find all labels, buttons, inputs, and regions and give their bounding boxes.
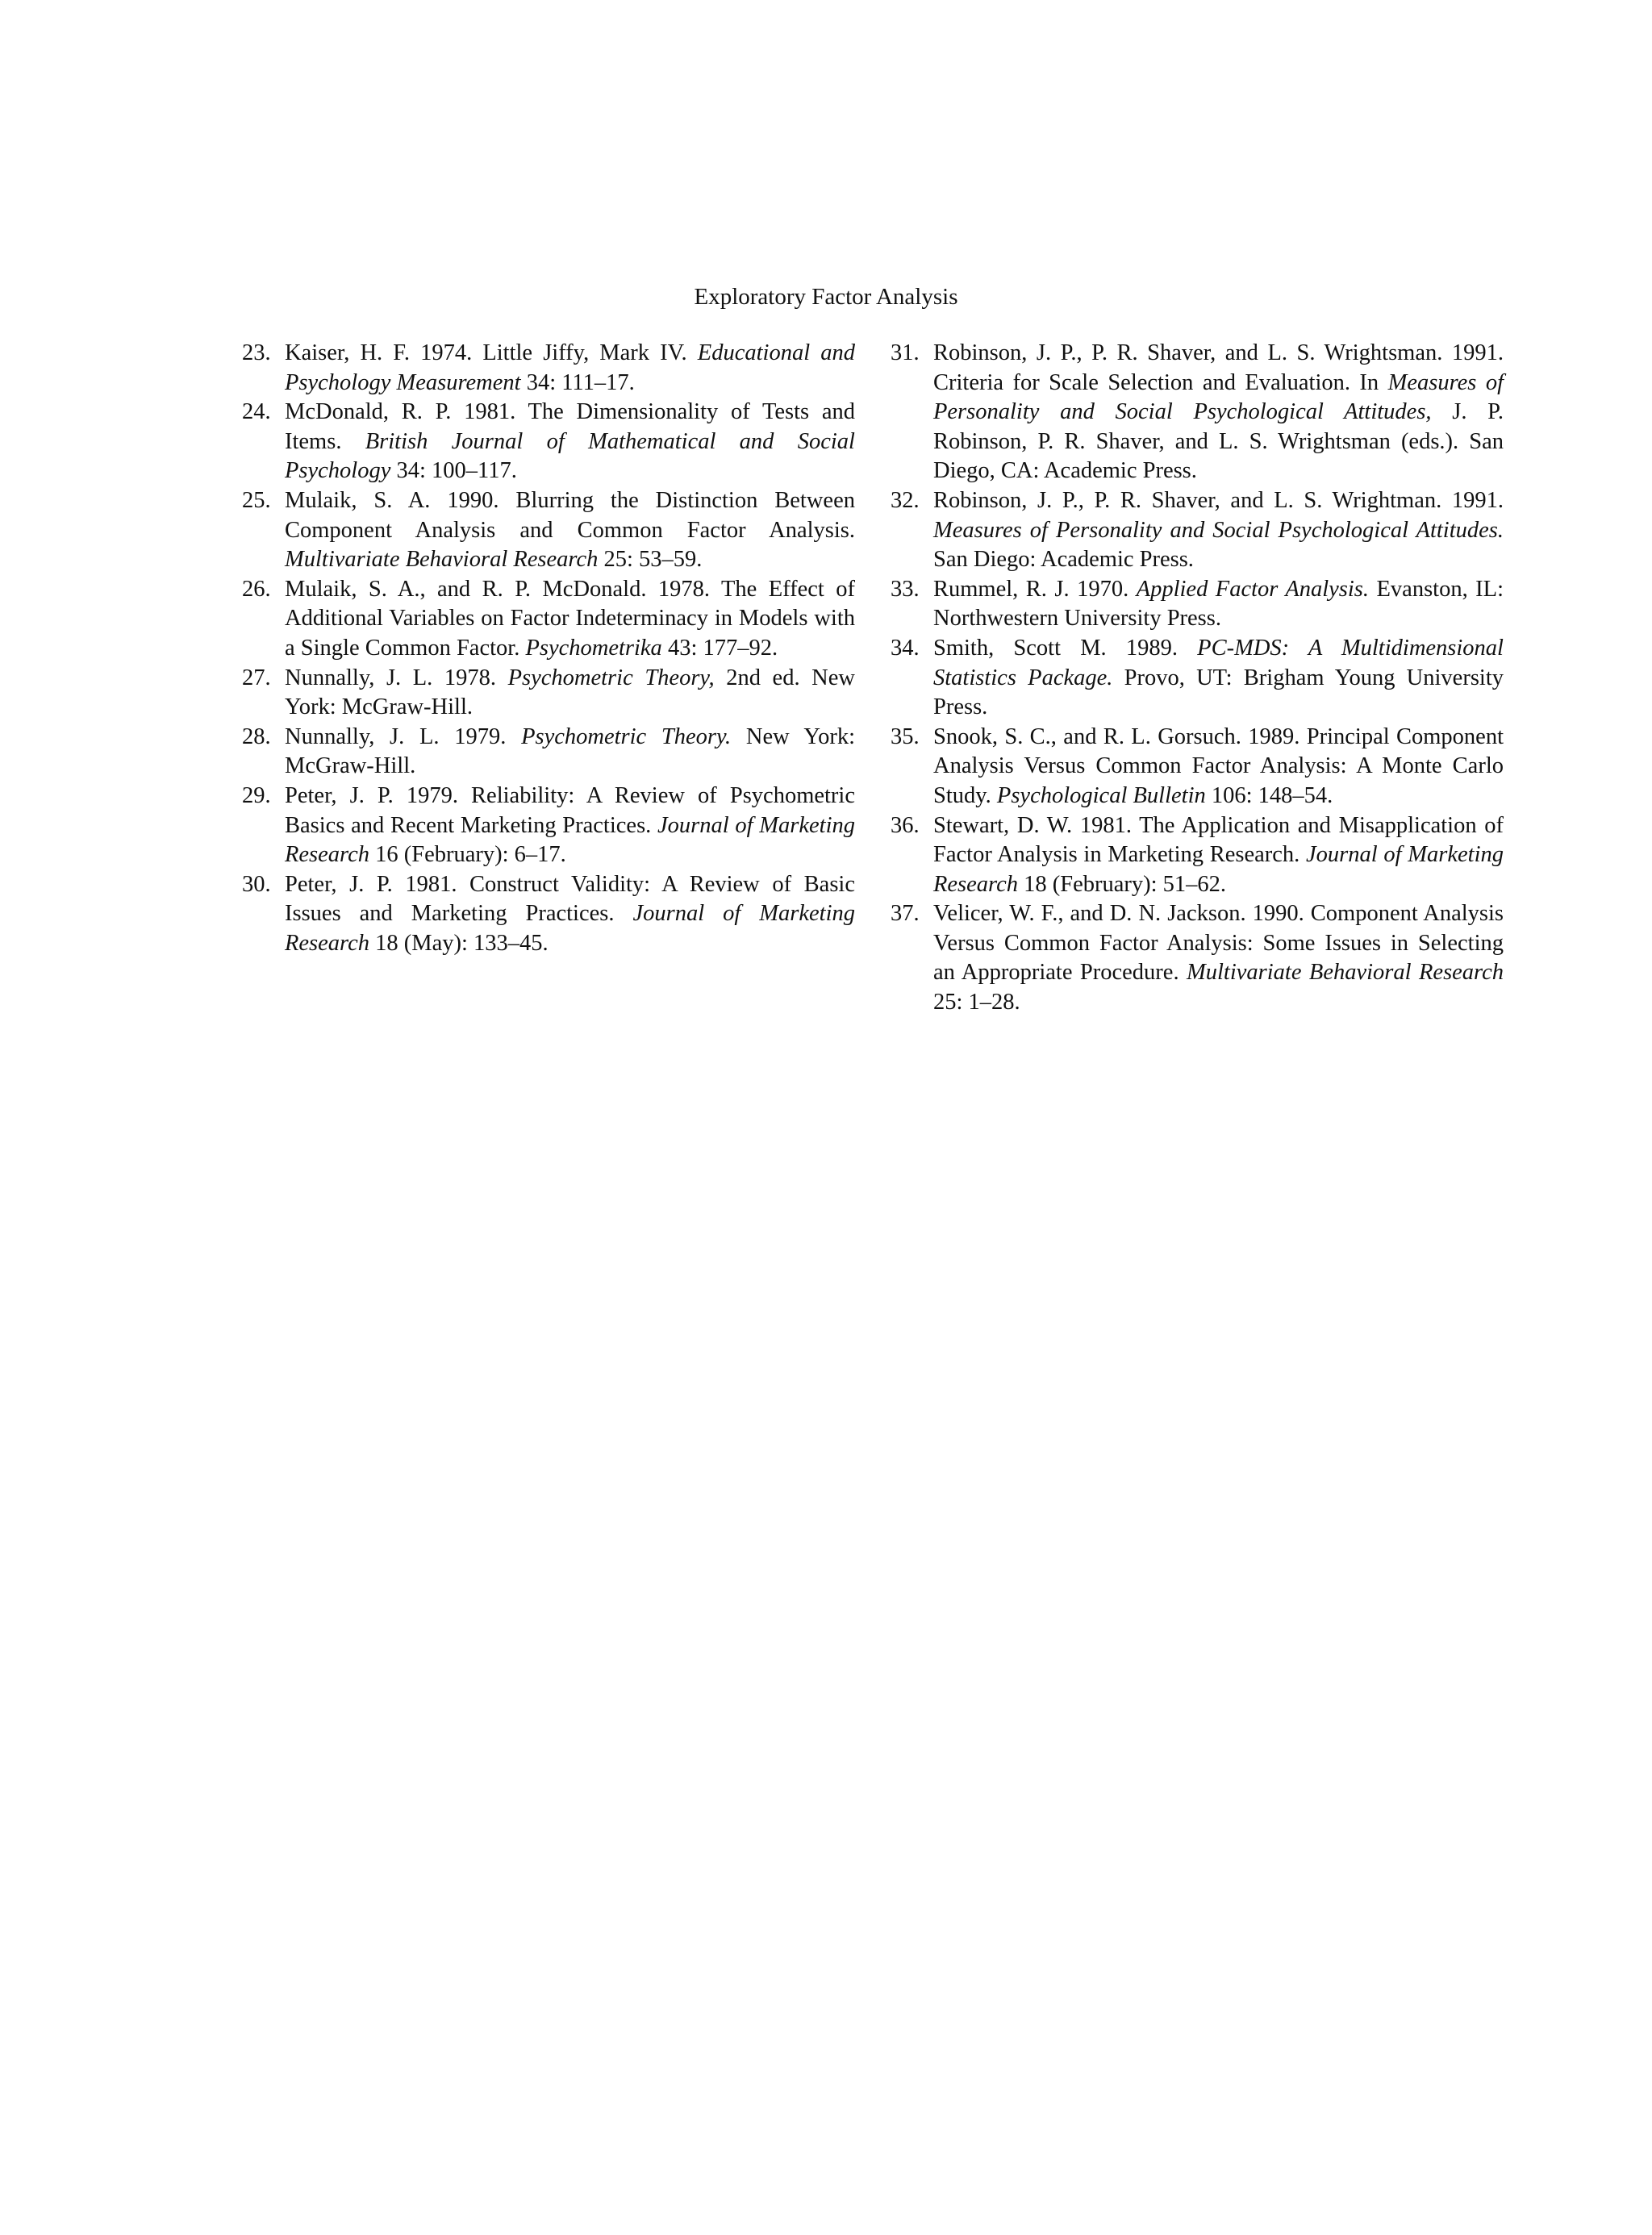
reference-entry (242, 339, 855, 398)
reference-text-segment: Evanston, IL: Northwestern University Press. (933, 576, 1504, 632)
reference-text-segment: Peter, J. P. 1979. Reliability: A Review of Psychometric Basics and Recent Marketing Practices. (285, 782, 855, 838)
reference-text (933, 575, 1504, 634)
reference-number: 29. (242, 782, 271, 808)
reference-column-right (891, 339, 1504, 1018)
reference-text-segment: 34: 111–17. (520, 369, 635, 395)
reference-text (285, 339, 855, 398)
reference-entry (891, 575, 1504, 634)
reference-text (933, 339, 1504, 486)
reference-text-segment: 18 (February): 51–62. (1017, 871, 1227, 897)
reference-text-segment: Nunnally, J. L. 1979. (285, 723, 522, 749)
reference-title-italic: Journal of Marketing Research (285, 812, 855, 868)
reference-text (285, 398, 855, 486)
reference-number: 31. (891, 340, 920, 365)
reference-text (933, 811, 1504, 900)
reference-entry (891, 486, 1504, 575)
reference-number: 25. (242, 487, 271, 513)
reference-title-italic: Psychometric Theory. (521, 723, 732, 749)
reference-text-segment: Robinson, J. P., P. R. Shaver, and L. S. Wrightman. 1991. (933, 487, 1504, 513)
reference-text (285, 870, 855, 959)
reference-text (285, 782, 855, 870)
reference-title-italic: Educational and Psychology Measurement (285, 340, 855, 395)
reference-text (933, 723, 1504, 811)
reference-number: 35. (891, 723, 920, 749)
reference-text (285, 664, 855, 723)
reference-title-italic: British Journal of Mathematical and Social Psychology (285, 428, 855, 484)
reference-title-italic: Multivariate Behavioral Research (285, 547, 599, 573)
reference-text (285, 486, 855, 575)
reference-entry (891, 723, 1504, 811)
reference-entry (891, 634, 1504, 723)
reference-entry (242, 723, 855, 782)
reference-text-segment: 25: 53–59. (598, 547, 703, 573)
reference-entry (891, 899, 1504, 1017)
reference-number: 24. (242, 399, 271, 425)
reference-text-segment: Rummel, R. J. 1970. (933, 576, 1137, 602)
reference-text (285, 575, 855, 664)
reference-title-italic: Multivariate Behavioral Research (1187, 960, 1504, 986)
reference-entry (242, 486, 855, 575)
reference-text-segment: San Diego: Academic Press. (933, 547, 1194, 573)
reference-entry (242, 575, 855, 664)
reference-number: 26. (242, 576, 271, 602)
reference-number: 37. (891, 901, 920, 927)
reference-title-italic: Applied Factor Analysis. (1136, 576, 1370, 602)
reference-text-segment: Kaiser, H. F. 1974. Little Jiffy, Mark IV. (285, 340, 698, 365)
reference-entry (242, 664, 855, 723)
reference-text-segment: 2nd ed. New York: McGraw-Hill. (285, 665, 855, 720)
reference-text-segment: Robinson, J. P., P. R. Shaver, and L. S. Wrightsman. 1991. Criteria for Scale Selection and Evaluation. In (933, 340, 1504, 395)
reference-text-segment: McDonald, R. P. 1981. The Dimensionality of Tests and Items. (285, 399, 855, 454)
reference-text-segment: Smith, Scott M. 1989. (933, 635, 1198, 661)
reference-text-segment: Nunnally, J. L. 1978. (285, 665, 508, 690)
reference-text (933, 634, 1504, 723)
reference-number: 30. (242, 871, 271, 897)
reference-text-segment: Provo, UT: Brigham Young University Press. (933, 665, 1504, 720)
reference-title-italic: PC-MDS: A Multidimensional Statistics Package. (933, 635, 1504, 690)
reference-title-italic: Journal of Marketing Research (285, 901, 856, 956)
reference-number: 32. (891, 487, 920, 513)
reference-text (933, 899, 1504, 1017)
reference-text-segment: 43: 177–92. (661, 635, 778, 661)
reference-text-segment: 18 (May): 133–45. (369, 930, 549, 956)
reference-number: 28. (242, 723, 271, 749)
reference-text-segment: Peter, J. P. 1981. Construct Validity: A Review of Basic Issues and Marketing Practices. (285, 871, 855, 927)
reference-text-segment: 16 (February): 6–17. (369, 842, 566, 868)
reference-text-segment: Stewart, D. W. 1981. The Application and Misapplication of Factor Analysis in Marketing Research. (933, 812, 1504, 868)
reference-entry (891, 339, 1504, 486)
reference-entry (891, 811, 1504, 900)
reference-text-segment: Snook, S. C., and R. L. Gorsuch. 1989. Principal Component Analysis Versus Common Factor Analysis: A Monte Carlo Study. (933, 723, 1504, 808)
reference-number: 36. (891, 812, 920, 838)
reference-text-segment: New York: McGraw-Hill. (285, 723, 856, 779)
reference-column-left (242, 339, 855, 958)
reference-text-segment: 106: 148–54. (1205, 782, 1333, 808)
running-head: Exploratory Factor Analysis (694, 284, 958, 310)
reference-text-segment: J. P. Robinson, P. R. Shaver, and L. S. Wrightsman (eds.). San Diego, CA: Academic Press. (933, 399, 1504, 484)
reference-entry (242, 398, 855, 486)
reference-entry (242, 782, 855, 870)
reference-title-italic: Psychological Bulletin (996, 782, 1206, 808)
reference-text (285, 723, 855, 782)
reference-text-segment: Velicer, W. F., and D. N. Jackson. 1990. Component Analysis Versus Common Factor Analysis: Some Issues in Selecting an Appropriate Procedure. (933, 901, 1504, 986)
reference-title-italic: Measures of Personality and Social Psychological Attitudes, (933, 369, 1504, 425)
reference-number: 23. (242, 340, 271, 365)
reference-title-italic: Journal of Marketing Research (933, 842, 1504, 897)
reference-title-italic: Psychometric Theory, (507, 665, 715, 690)
reference-text-segment: Mulaik, S. A. 1990. Blurring the Distinction Between Component Analysis and Common Factor Analysis. (285, 487, 855, 543)
reference-text (933, 486, 1504, 575)
reference-title-italic: Psychometrika (525, 635, 662, 661)
reference-title-italic: Measures of Personality and Social Psychological Attitudes. (933, 517, 1504, 543)
reference-text-segment: Mulaik, S. A., and R. P. McDonald. 1978. The Effect of Additional Variables on Factor Indeterminacy in Models with a Single Common Factor. (285, 576, 855, 661)
reference-number: 33. (891, 576, 920, 602)
reference-number: 27. (242, 665, 271, 690)
reference-text-segment: 25: 1–28. (933, 990, 1020, 1015)
reference-text-segment: 34: 100–117. (390, 458, 517, 484)
reference-number: 34. (891, 635, 920, 661)
reference-entry (242, 870, 855, 959)
